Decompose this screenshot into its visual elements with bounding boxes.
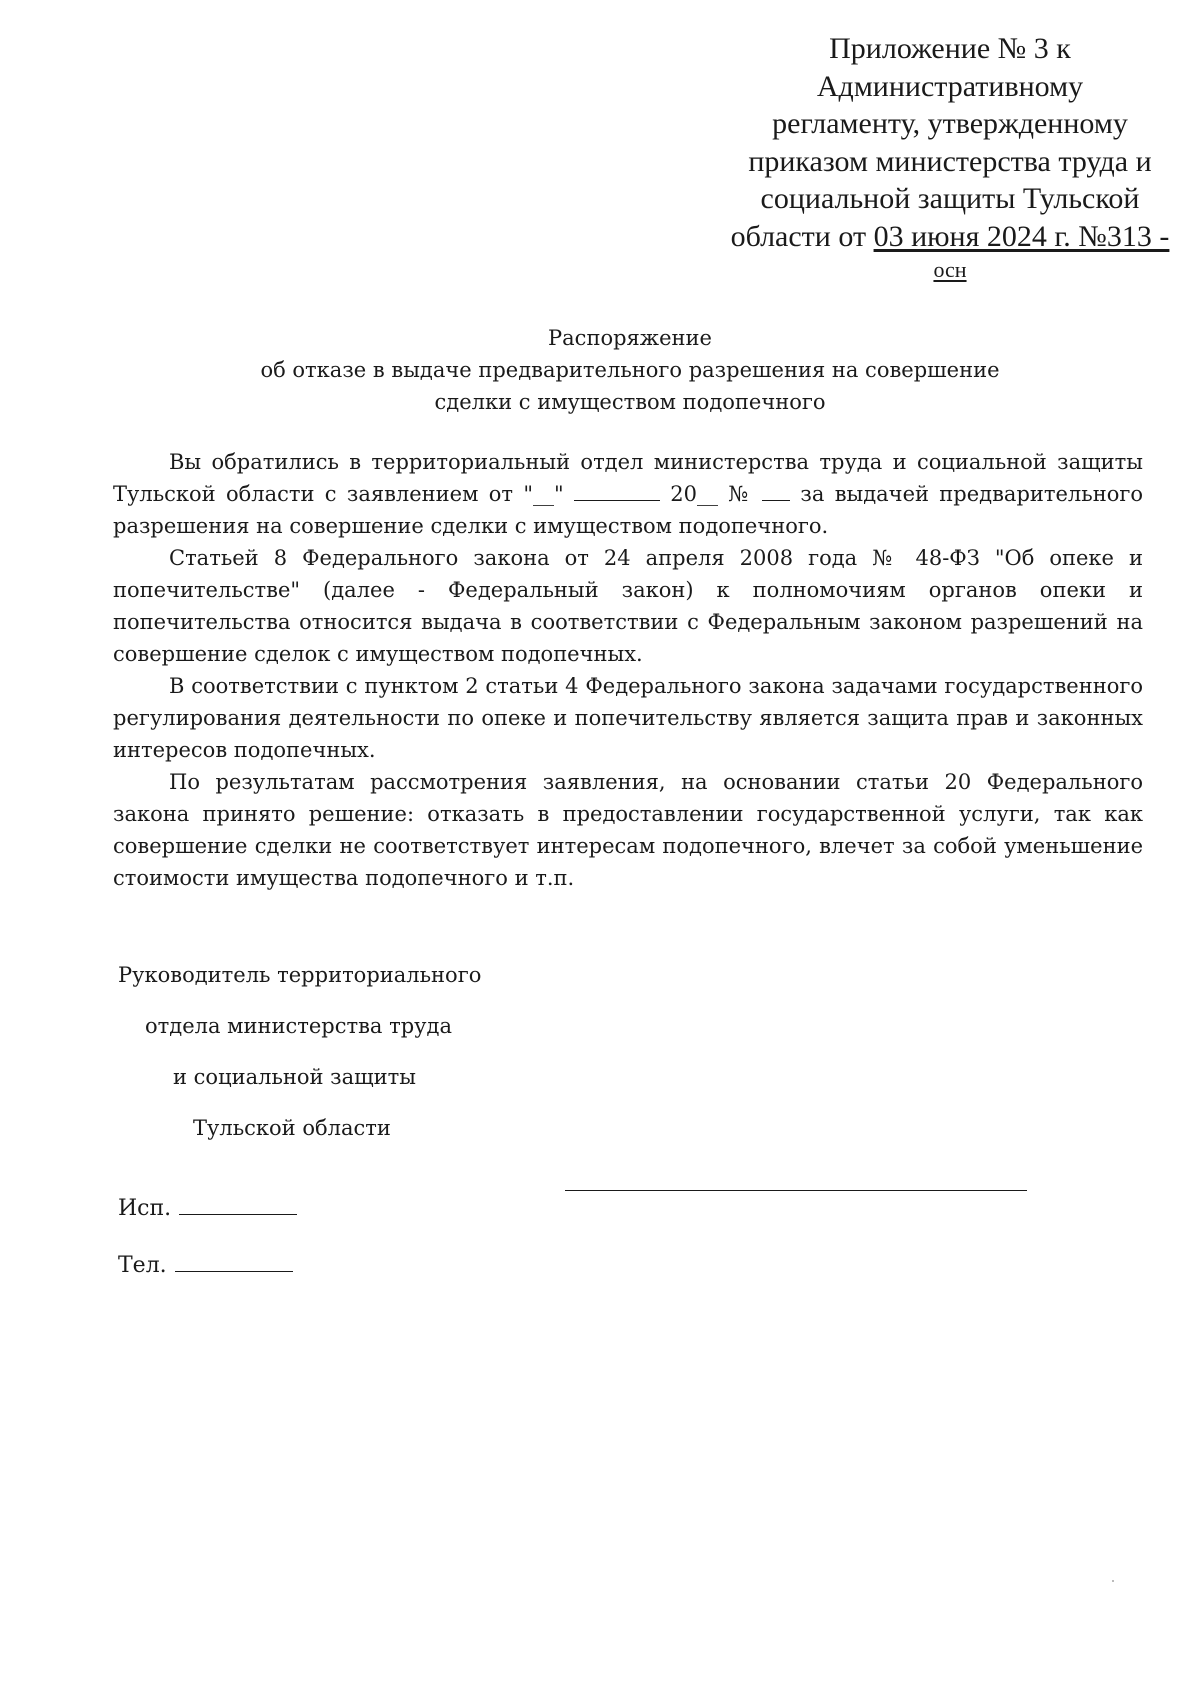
appendix-line-5: социальной защиты Тульской [760,182,1140,215]
executor-field [118,1194,297,1224]
phone-blank [175,1251,293,1272]
title-line-2: об отказе в выдаче предварительного разрешения на совершение [260,358,1000,382]
executor-blank [179,1194,297,1215]
paragraph-1-part-a: Вы обратились в территориальный отдел министерства труда и социальной защиты Тульской области с заявлением от "__" [113,450,1143,506]
title-line-1: Распоряжение [548,326,712,350]
appendix-line-3: регламенту, утвержденному [772,107,1128,140]
order-suffix: осн [933,257,967,282]
executor-label: Исп. [118,1196,172,1221]
paragraph-4: По результатам рассмотрения заявления, на основании статьи 20 Федерального закона принято решение: отказать в предоставлении государственной услуги, так как совершение сделки не соответствует интересам подопечного, влечет за собой уменьшение стоимости имущества подопечного и т.п. [113,770,1143,890]
paragraph-2: Статьей 8 Федерального закона от 24 апреля 2008 года № 48-ФЗ "Об опеке и попечительстве" (далее - Федеральный закон) к полномочиям органов опеки и попечительства относится выдача в соответствии с Федеральным законом разрешений на совершение сделок с имуществом подопечных. [113,546,1143,666]
document-body [113,446,1143,894]
appendix-line-6-prefix: области от [730,219,874,253]
paragraph-1-part-c: за выдачей предварительного разрешения на совершение сделки с имуществом подопечного. [113,482,1143,538]
appendix-line-1: Приложение № 3 к [829,32,1071,65]
number-blank [762,478,790,501]
appendix-header [700,30,1200,285]
paragraph-1 [113,446,1143,542]
signature-line [565,1190,1027,1191]
scan-speck [1112,1580,1114,1582]
appendix-line-4: приказом министерства труда и [748,144,1152,178]
appendix-line-6 [700,218,1200,256]
signature-title-line-3: и социальной защиты [173,1065,417,1089]
title-line-3: сделки с имуществом подопечного [434,390,826,414]
paragraph-3: В соответствии с пунктом 2 статьи 4 Федерального закона задачами государственного регулирования деятельности по опеке и попечительству является защита прав и законных интересов подопечных. [113,674,1143,762]
phone-field [118,1251,293,1281]
appendix-line-2: Административному [816,69,1084,103]
signature-title-line-4: Тульской области [193,1116,391,1140]
date-month-blank [574,478,660,501]
document-title [120,322,1140,418]
paragraph-1-part-b: 20__ № [659,482,763,506]
signature-title-line-2: отдела министерства труда [145,1014,452,1038]
signature-title-line-1: Руководитель территориального [118,963,482,987]
order-date-number: 03 июня 2024 г. №313 - [873,219,1170,253]
phone-label: Тел. [118,1253,167,1278]
